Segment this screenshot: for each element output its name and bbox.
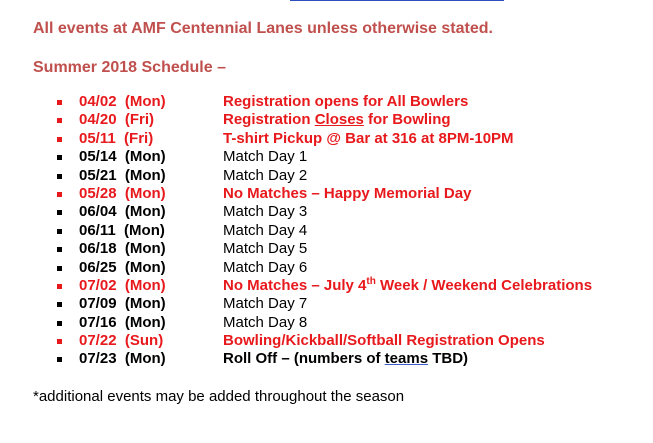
schedule-date: 06/11 (Mon) [79,221,165,239]
schedule-description: Roll Off – (numbers of teams TBD) [223,350,469,368]
schedule-description: Bowling/Kickball/Softball Registration Opens [223,332,545,350]
underlined-word: teams [384,350,429,368]
bullet-icon [57,266,62,271]
schedule-description: Match Day 4 [223,221,308,239]
bullet-icon [57,192,62,197]
schedule-item [0,111,653,129]
schedule-date: 05/21 (Mon) [79,166,166,184]
bullet-icon [57,137,62,142]
schedule-date: 07/22 (Sun) [79,332,164,350]
bullet-icon [57,100,62,105]
schedule-description: T-shirt Pickup @ Bar at 316 at 8PM-10PM [223,129,514,147]
bullet-icon [57,210,62,215]
bullet-icon [57,357,62,362]
schedule-description: Match Day 3 [223,203,308,221]
schedule-date: 05/28 (Mon) [79,184,166,202]
schedule-date: 07/02 (Mon) [79,276,166,294]
bullet-icon [57,321,62,326]
schedule-item [0,203,653,221]
schedule-item [0,222,653,240]
schedule-description: Match Day 2 [223,166,308,184]
schedule-item [0,130,653,148]
footnote: *additional events may be added throughout the season [33,388,405,405]
schedule-description: Match Day 8 [223,313,308,331]
schedule-date: 07/09 (Mon) [79,295,166,313]
schedule-item [0,350,653,368]
schedule-date: 07/23 (Mon) [79,350,166,368]
superscript-suffix: th [366,275,376,287]
schedule-description: Match Day 6 [223,258,308,276]
schedule-list [0,93,653,369]
schedule-date: 06/18 (Mon) [79,240,166,258]
schedule-date: 05/14 (Mon) [79,148,166,166]
schedule-item [0,277,653,295]
schedule-item [0,148,653,166]
schedule-description: No Matches – Happy Memorial Day [223,184,472,202]
schedule-item [0,332,653,350]
schedule-date: 05/11 (Fri) [79,129,154,147]
bullet-icon [57,247,62,252]
schedule-item [0,295,653,313]
schedule-item [0,93,653,111]
schedule-item [0,259,653,277]
top-link-underline [290,0,504,1]
schedule-date: 04/20 (Fri) [79,111,155,129]
schedule-description: Registration opens for All Bowlers [223,93,469,110]
intro-text: All events at AMF Centennial Lanes unless otherwise stated. [33,20,493,37]
bullet-icon [57,284,62,289]
schedule-description: Match Day 1 [223,148,308,166]
schedule-item [0,167,653,185]
schedule-date: 07/16 (Mon) [79,313,166,331]
schedule-date: 04/02 (Mon) [79,93,166,110]
schedule-description: Registration Closes for Bowling [223,111,451,129]
bullet-icon [57,118,62,123]
bullet-icon [57,174,62,179]
schedule-date: 06/04 (Mon) [79,203,166,221]
schedule-item [0,240,653,258]
bullet-icon [57,155,62,160]
bullet-icon [57,229,62,234]
bullet-icon [57,339,62,344]
schedule-description: Match Day 5 [223,240,308,258]
schedule-description: Match Day 7 [223,295,308,313]
bullet-icon [57,302,62,307]
schedule-item [0,314,653,332]
schedule-description: No Matches – July 4th Week / Weekend Celebrations [223,275,593,294]
schedule-item [0,185,653,203]
schedule-heading: Summer 2018 Schedule – [33,59,226,76]
underlined-word: Closes [314,111,364,129]
schedule-date: 06/25 (Mon) [79,258,166,276]
